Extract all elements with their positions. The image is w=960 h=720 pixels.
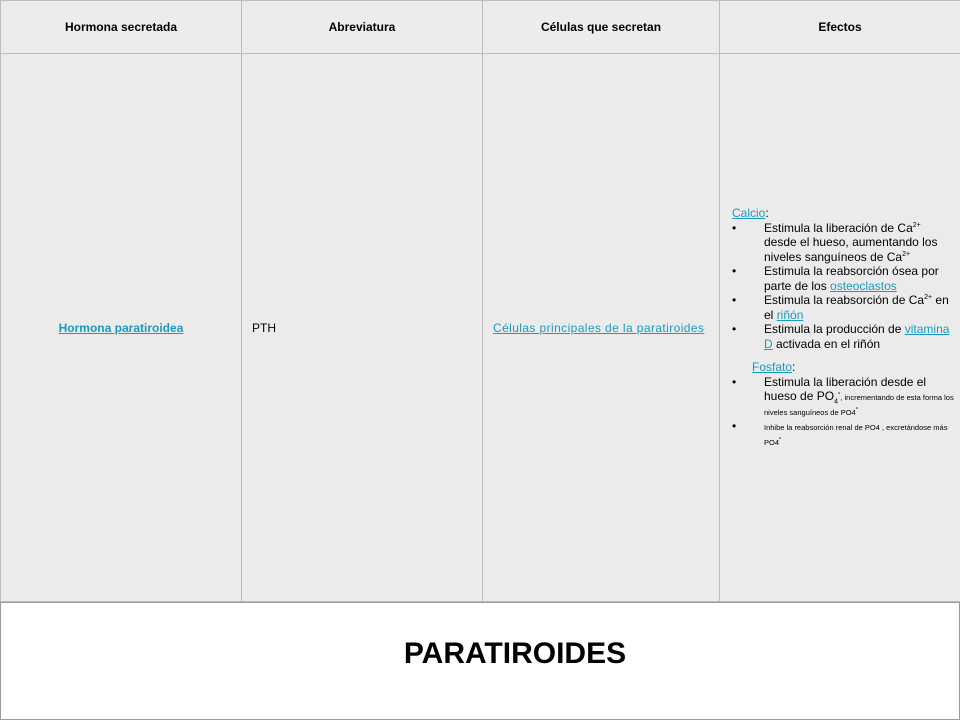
- secreting-cells-link[interactable]: Células principales de la paratiroides: [493, 320, 705, 335]
- footer-title-box: [0, 602, 960, 720]
- calcio-heading: Calcio:: [732, 206, 769, 220]
- page-title: PARATIROIDES: [403, 637, 627, 670]
- header-hormona-secretada: Hormona secretada: [1, 1, 242, 54]
- table-header-row: [1, 1, 960, 54]
- hormone-link[interactable]: Hormona paratiroidea: [58, 320, 184, 335]
- calcio-effects-list: [732, 221, 956, 352]
- cell-hormone: [1, 54, 242, 602]
- list-item: • Estimula la liberación de $Ca^{2+}$ desde el hueso, aumentando los niveles sanguíneos de $Ca^{2+}$: [732, 221, 956, 265]
- fosfato-link[interactable]: Fosfato: [752, 360, 793, 374]
- fosfato-effects-list: [732, 375, 956, 450]
- effects-content: [732, 206, 956, 449]
- list-item: • Estimula la reabsorción ósea por parte de los osteoclastos: [732, 264, 956, 293]
- rinon-link[interactable]: riñón: [776, 307, 804, 322]
- cell-effects: [720, 54, 960, 602]
- list-item: • Estimula la liberación desde el hueso de $PO_4^-$, incrementando de esta forma los niveles sanguíneos de PO4-: [732, 375, 956, 420]
- header-celulas-que-secretan: Células que secretan: [483, 1, 720, 54]
- list-item: • Estimula la reabsorción de $Ca^{2+}$ en el riñón: [732, 293, 956, 322]
- cell-secreting-cells: [483, 54, 720, 602]
- table-row: [1, 54, 960, 602]
- header-abreviatura: Abreviatura: [242, 1, 483, 54]
- fosfato-heading: Fosfato:: [752, 360, 796, 374]
- list-item: • Inhibe la reabsorción renal de PO4 , excretándose más PO4-: [732, 419, 956, 449]
- header-efectos: Efectos: [720, 1, 960, 54]
- calcio-link[interactable]: Calcio: [732, 206, 766, 220]
- vitamina-d-link[interactable]: vitamina D: [764, 322, 950, 351]
- list-item: • Estimula la producción de vitamina D activada en el riñón: [732, 322, 956, 351]
- osteoclastos-link[interactable]: osteoclastos: [830, 278, 897, 293]
- cell-abbreviation: PTH: [242, 54, 483, 602]
